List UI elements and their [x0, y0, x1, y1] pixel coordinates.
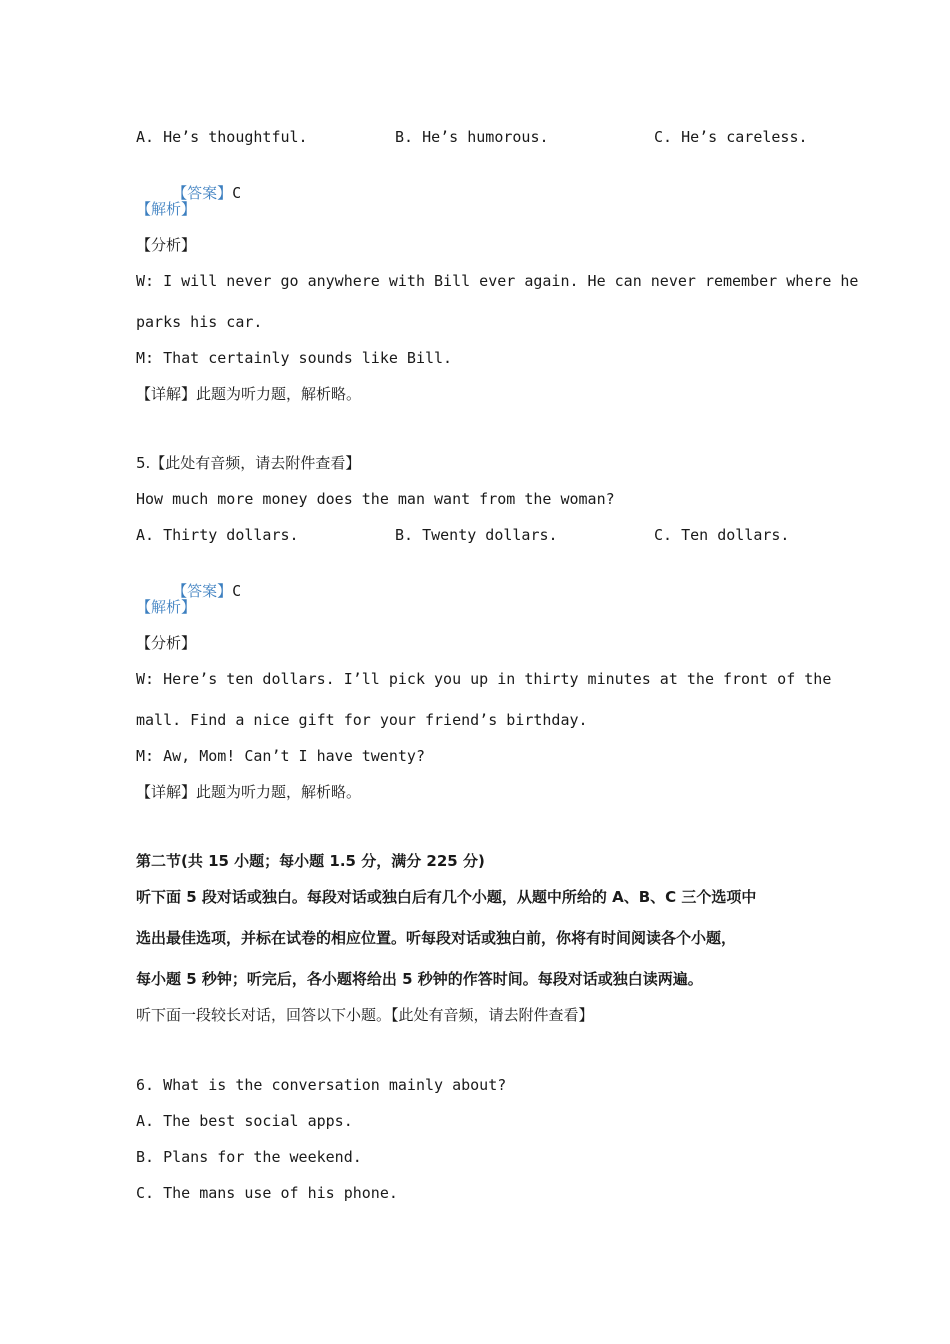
q4-transcript-line-1a: W: I will never go anywhere with Bill ever again. He can never remember where he — [136, 272, 859, 290]
section-2-instruction-1: 听下面 5 段对话或独白。每段对话或独白后有几个小题，从题中所给的 A、B、C 三个选项中 — [136, 888, 757, 906]
q5-detail: 【详解】此题为听力题，解析略。 — [136, 783, 362, 801]
q5-fenxi-tag: 【分析】 — [136, 634, 197, 652]
answer-value: C — [232, 582, 242, 600]
q5-option-b: B. Twenty dollars. — [395, 526, 558, 544]
q5-transcript-line-1b: mall. Find a nice gift for your friend’s birthday. — [136, 711, 588, 729]
section-2-intro: 听下面一段较长对话，回答以下小题。【此处有音频，请去附件查看】 — [136, 1006, 594, 1024]
q5-option-c: C. Ten dollars. — [654, 526, 790, 544]
q4-option-c: C. He’s careless. — [654, 128, 808, 146]
q4-analysis-tag: 【解析】 — [136, 200, 197, 218]
q5-heading: 5.【此处有音频，请去附件查看】 — [136, 454, 361, 472]
q4-detail: 【详解】此题为听力题，解析略。 — [136, 385, 362, 403]
q6-option-b: B. Plans for the weekend. — [136, 1148, 362, 1166]
q4-transcript-line-2: M: That certainly sounds like Bill. — [136, 349, 453, 367]
q4-option-a: A. He’s thoughtful. — [136, 128, 308, 146]
q5-transcript-line-2: M: Aw, Mom! Can’t I have twenty? — [136, 747, 425, 765]
section-2-instruction-3: 每小题 5 秒钟；听完后，各小题将给出 5 秒钟的作答时间。每段对话或独白读两遍。 — [136, 970, 703, 988]
q6-option-c: C. The mans use of his phone. — [136, 1184, 398, 1202]
q5-analysis-tag: 【解析】 — [136, 598, 197, 616]
q6-question: 6. What is the conversation mainly about? — [136, 1076, 507, 1094]
q5-option-a: A. Thirty dollars. — [136, 526, 299, 544]
q4-option-b: B. He’s humorous. — [395, 128, 549, 146]
section-2-instruction-2: 选出最佳选项，并标在试卷的相应位置。听每段对话或独白前，你将有时间阅读各个小题， — [136, 929, 737, 947]
answer-value: C — [232, 184, 242, 202]
q4-fenxi-tag: 【分析】 — [136, 236, 197, 254]
answer-tag: 【答案】 — [172, 184, 233, 202]
answer-tag: 【答案】 — [172, 582, 233, 600]
q5-question: How much more money does the man want from the woman? — [136, 490, 615, 508]
q6-option-a: A. The best social apps. — [136, 1112, 353, 1130]
q4-transcript-line-1b: parks his car. — [136, 313, 263, 331]
q5-transcript-line-1a: W: Here’s ten dollars. I’ll pick you up in thirty minutes at the front of the — [136, 670, 832, 688]
section-2-title: 第二节(共 15 小题；每小题 1.5 分，满分 225 分) — [136, 852, 485, 870]
